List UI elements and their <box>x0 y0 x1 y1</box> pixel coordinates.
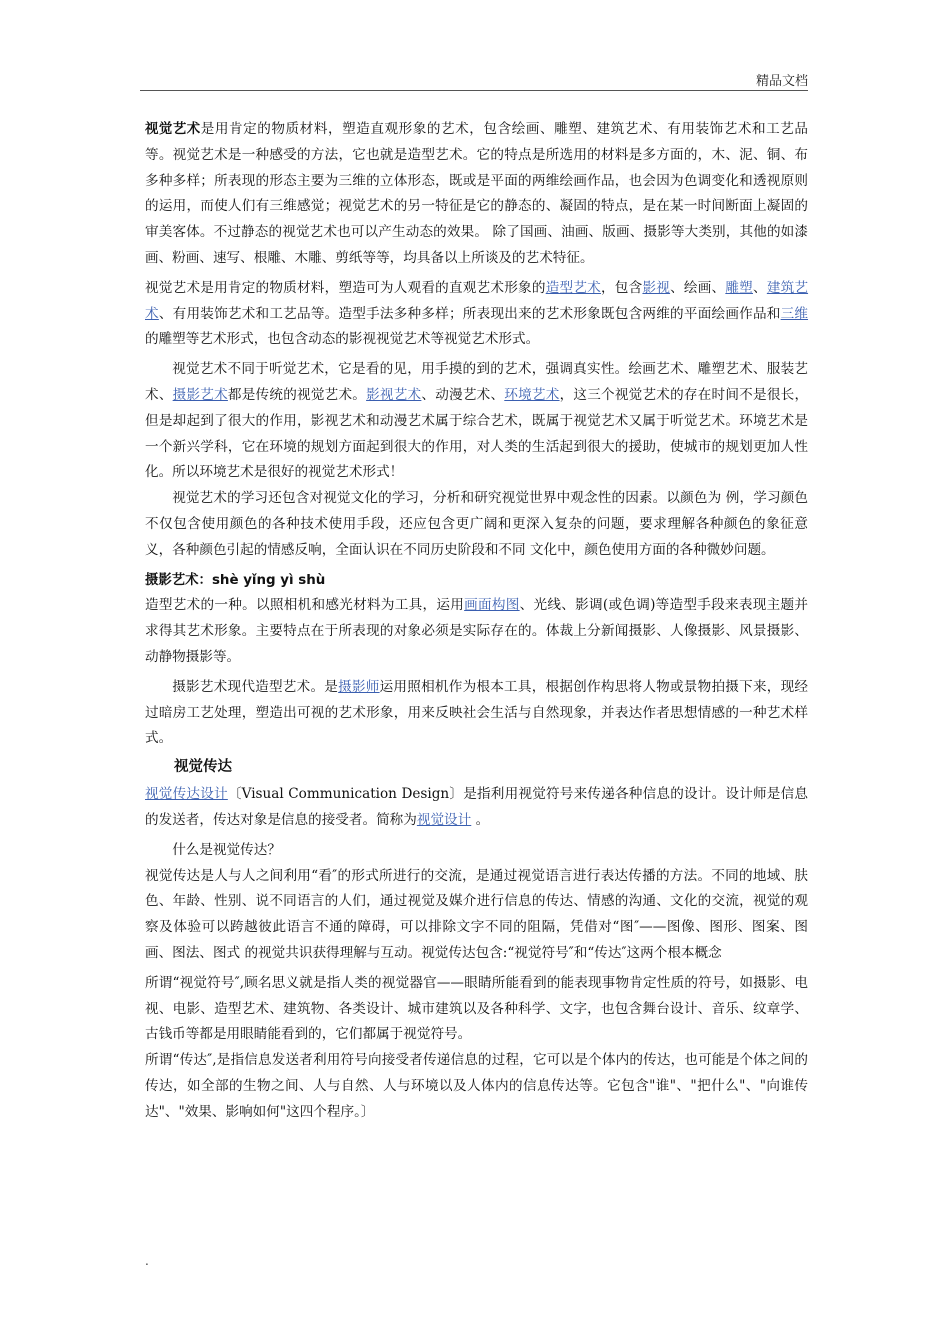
paragraph-text: 、绘画、 <box>670 279 726 296</box>
paragraph-text: 视觉艺术不同于听觉艺术，它是看的见，用手摸的到的艺术，强调真实性。绘画艺术、雕塑艺术、服装艺术、 <box>145 361 808 403</box>
paragraph-photography-modern <box>145 675 808 752</box>
paragraph-visual-art-definition <box>145 276 808 353</box>
paragraph-text: ，这三个视觉艺术的存在时间不是很长，但是却起到了很大的作用，影视艺术和动漫艺术属于综合艺术，既属于视觉艺术又属于听觉艺术。环境艺术是一个新兴学科，它在环境的规划方面起到很大的作用，对人类的生活起到很大的援助，使城市的规划更加人性化。所以环境艺术是很好的视觉艺术形式！ <box>145 386 809 481</box>
link-photography-art[interactable]: 摄影艺术 <box>172 386 228 403</box>
paragraph-visual-art-intro <box>145 117 808 272</box>
paragraph-text: 都是传统的视觉艺术。 <box>227 386 367 403</box>
link-photographer[interactable]: 摄影师 <box>338 678 380 695</box>
header-label: 精品文档 <box>755 74 808 89</box>
link-visual-design[interactable]: 视觉设计 <box>416 811 472 828</box>
link-composition[interactable]: 画面构图 <box>464 597 520 614</box>
paragraph-text: 〔Visual Communication Design〕是指利用视觉符号来传递各种信息的设计。设计师是信息的发送者，传达对象是信息的接受者。简称为 <box>145 786 809 828</box>
paragraph-question: 什么是视觉传达？ <box>172 841 281 858</box>
paragraph-text: 、 <box>753 279 767 296</box>
paragraph-text: 摄影艺术现代造型艺术。是 <box>172 678 339 695</box>
paragraph-visual-communication-explained: 视觉传达是人与人之间利用“看″的形式所进行的交流，是通过视觉语言进行表达传播的方法。不同的地域、肤色、年龄、性别、说不同语言的人们，通过视觉及媒介进行信息的传达、情感的沟通、文化的交流，视觉的观察及体验可以跨越彼此语言不通的障碍，可以排除文字不同的阻隔，凭借对“图″——图像、图形、图案、图画、图法、图式 的视觉共识获得理解与互动。视觉传达包含:“视觉符号″和“传达″这两个根本概念 <box>145 867 808 961</box>
paragraph-visual-vs-auditory <box>145 357 808 486</box>
paragraph-text: 造型艺术的一种。以照相机和感光材料为工具，运用 <box>145 597 465 614</box>
heading-visual-communication: 视觉传达 <box>174 759 232 776</box>
link-plastic-art[interactable]: 造型艺术 <box>545 279 601 296</box>
paragraph-photography-definition <box>145 593 808 670</box>
term-photography-art: 摄影艺术：shè yǐng yì shù <box>145 572 326 588</box>
link-sculpture[interactable]: 雕塑 <box>725 279 753 296</box>
paragraph-text: 。 <box>471 811 490 828</box>
paragraph-text: 、有用装饰艺术和工艺品等。造型手法多种多样；所表现出来的艺术形象既包含两维的平面绘画作品和 <box>158 305 781 322</box>
paragraph-photography-term <box>145 568 808 594</box>
paragraph-text: 是用肯定的物质材料，塑造直观形象的艺术，包含绘画、雕塑、建筑艺术、有用装饰艺术和工艺品等。视觉艺术是一种感受的方法，它也就是造型艺术。它的特点是所选用的材料是多方面的，木、泥、铜、布多种多样；所表现的形态主要为三维的立体形态，既或是平面的两维绘画作品，也会因为色调变化和透视原则的运用，而使人们有三维感觉；视觉艺术的另一特征是它的静态的、凝固的特点，是在某一时间断面上凝固的审美客体。不过静态的视觉艺术也可以产生动态的效果。 除了国画、油画、版画、摄影等大类别，其他的如漆画、粉画、速写、根雕、木雕、剪纸等等，均具备以上所谈及的艺术特征。 <box>145 121 809 266</box>
paragraph-text: 视觉艺术是用肯定的物质材料，塑造可为人观看的直观艺术形象的 <box>145 279 546 296</box>
paragraph-visual-culture: 视觉艺术的学习还包含对视觉文化的学习，分析和研究视觉世界中观念性的因素。以颜色为 例，学习颜色不仅包含使用颜色的各种技术使用手段，还应包含更广阔和更深入复杂的问题，要求理解各种颜色的象征意义，各种颜色引起的情感反响，全面认识在不同历史阶段和不同 文化中，颜色使用方面的各种微妙问题。 <box>145 490 808 558</box>
paragraph-text: ，包含 <box>600 279 643 296</box>
link-architecture-art[interactable]: 建筑艺术 <box>145 279 809 322</box>
term-visual-art: 视觉艺术 <box>145 122 201 137</box>
paragraph-text: 运用照相机作为根本工具，根据创作构思将人物或景物拍摄下来，现经过暗房工艺处理，塑造出可视的艺术形象，用来反映社会生活与自然现象，并表达作者思想情感的一种艺术样式。 <box>145 678 809 747</box>
link-film-art[interactable]: 影视艺术 <box>366 386 422 403</box>
paragraph-text: 、光线、影调(或色调)等造型手段来表现主题并求得其艺术形象。主要特点在于所表现的对象必须是实际存在的。体裁上分新闻摄影、人像摄影、风景摄影、动静物摄影等。 <box>145 597 809 665</box>
paragraph-text: 的雕塑等艺术形式，也包含动态的影视视觉艺术等视觉艺术形式。 <box>145 331 540 348</box>
link-visual-communication-design[interactable]: 视觉传达设计 <box>145 786 228 803</box>
document-body <box>145 117 808 1125</box>
link-film-tv[interactable]: 影视 <box>642 279 671 296</box>
link-environment-art[interactable]: 环境艺术 <box>504 386 560 403</box>
paragraph-text: 、动漫艺术、 <box>421 386 505 403</box>
paragraph-visual-communication-design <box>145 782 808 834</box>
page-header <box>140 64 808 91</box>
link-3d[interactable]: 三维 <box>780 305 809 322</box>
footer-mark: . <box>145 1254 149 1268</box>
paragraph-communication: 所谓“传达″,是指信息发送者利用符号向接受者传递信息的过程，它可以是个体内的传达，也可能是个体之间的传达，如全部的生物之间、人与自然、人与环境以及人体内的信息传达等。它包含"谁"、"把什么"、"向谁传达"、"效果、影响如何"这四个程序。〕 <box>145 1052 808 1120</box>
paragraph-visual-symbol: 所谓“视觉符号″,顾名思义就是指人类的视觉器官——眼睛所能看到的能表现事物肯定性质的符号，如摄影、电视、电影、造型艺术、建筑物、各类设计、城市建筑以及各种科学、文字，也包含舞台设计、音乐、纹章学、古钱币等都是用眼睛能看到的，它们都属于视觉符号。 <box>145 974 808 1043</box>
